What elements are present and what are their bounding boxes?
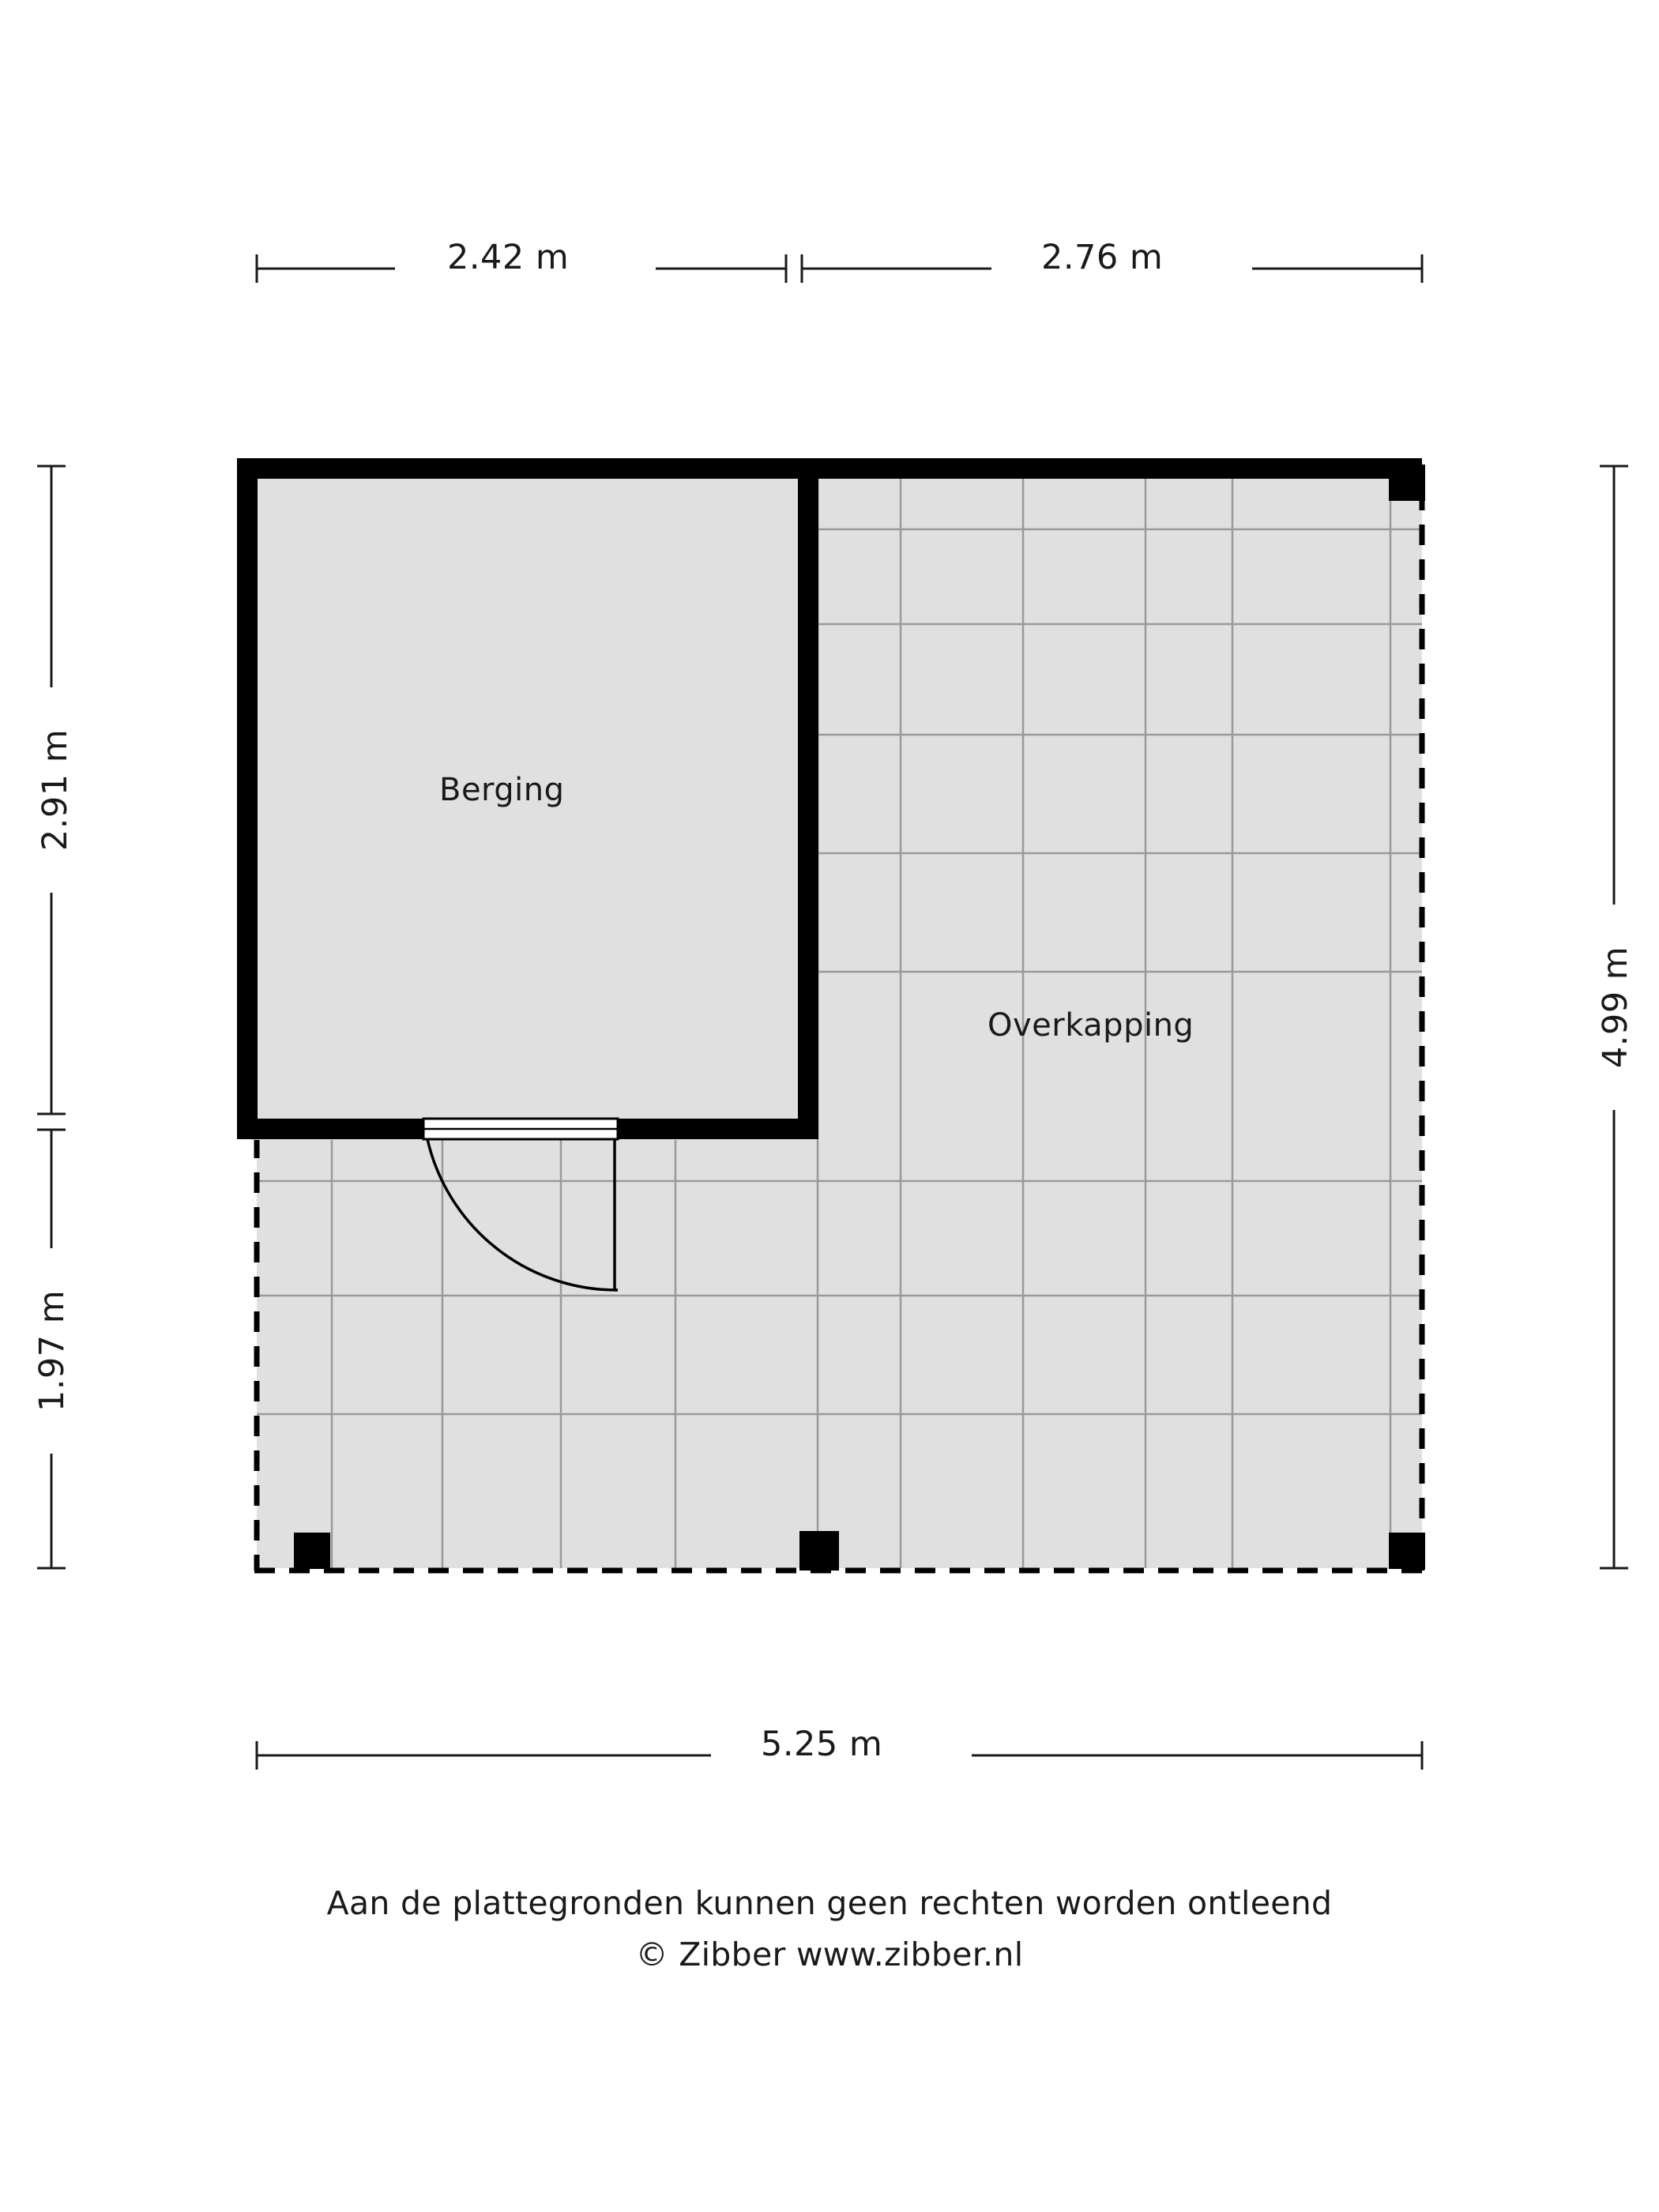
dimension-label-right-total: 4.99 m <box>1596 946 1635 1069</box>
footer-disclaimer: Aan de plattegronden kunnen geen rechten worden ontleend <box>326 1884 1333 1922</box>
room-label-overkapping: Overkapping <box>988 1007 1194 1044</box>
dimension-label-left-lower: 1.97 m <box>32 1289 72 1413</box>
dimension-label-left-upper: 2.91 m <box>36 728 75 852</box>
dimension-label-top-right: 2.76 m <box>1041 238 1164 277</box>
footer-copyright: © Zibber www.zibber.nl <box>635 1936 1024 1973</box>
door-opening <box>423 1119 618 1139</box>
dimension-label-bottom-total: 5.25 m <box>761 1725 883 1764</box>
room-label-berging: Berging <box>439 772 565 808</box>
dimension-label-top-left: 2.42 m <box>447 238 570 277</box>
